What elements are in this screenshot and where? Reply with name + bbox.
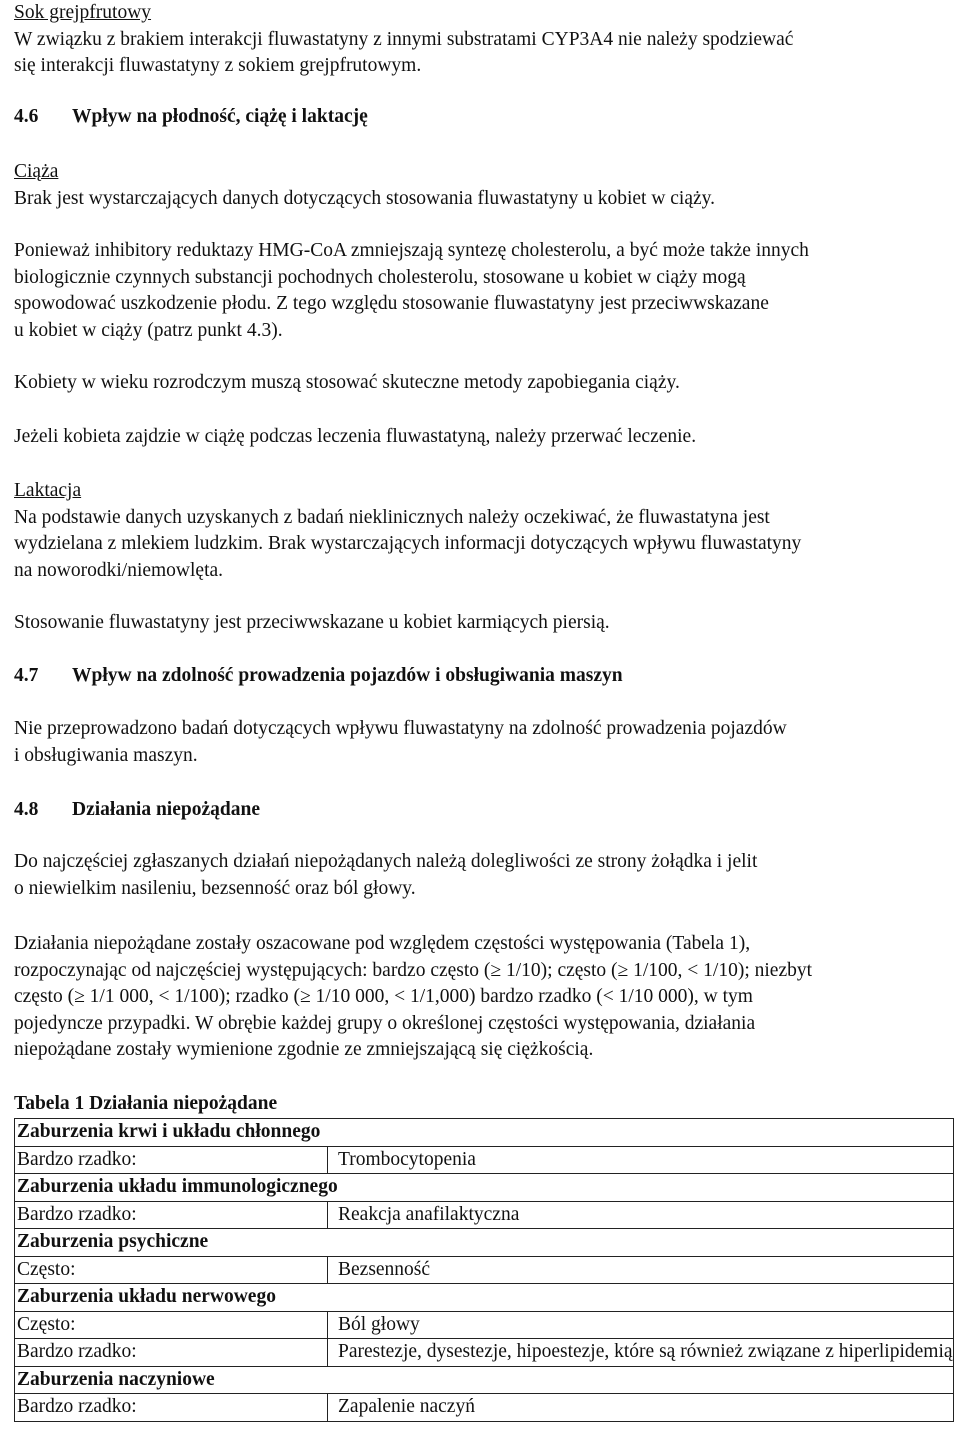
lactation-subsection <box>14 478 944 584</box>
table-row <box>15 1229 954 1257</box>
pregnancy-heading: Ciąża <box>14 161 59 182</box>
table-row <box>15 1256 954 1284</box>
adverse-effects-table <box>14 1118 954 1422</box>
grapefruit-line-2: się interakcji fluwastatyny z sokiem grejpfrutowym. <box>14 55 422 76</box>
table-row <box>15 1394 954 1422</box>
section-number: 4.7 <box>14 665 39 686</box>
table-row <box>15 1311 954 1339</box>
effect-cell: Zapalenie naczyń <box>328 1394 954 1422</box>
paragraph-line: Kobiety w wieku rozrodczym muszą stosować skuteczne metody zapobiegania ciąży. <box>14 372 680 393</box>
paragraph-line: Nie przeprowadzono badań dotyczących wpływu fluwastatyny na zdolność prowadzenia pojazdów <box>14 718 787 739</box>
table-row <box>15 1284 954 1312</box>
paragraph-line: pojedyncze przypadki. W obrębie każdej grupy o określonej częstości występowania, działania <box>14 1012 756 1034</box>
section-title: Działania niepożądane <box>72 799 260 820</box>
section-4-7-heading <box>14 663 944 690</box>
table-row <box>15 1339 954 1367</box>
frequency-cell: Często: <box>15 1311 328 1339</box>
effect-cell: Ból głowy <box>328 1311 954 1339</box>
paragraph-line: Na podstawie danych uzyskanych z badań nieklinicznych należy oczekiwać, że fluwastatyna jest <box>14 506 770 528</box>
table-row <box>15 1146 954 1174</box>
table-row <box>15 1366 954 1394</box>
grapefruit-line-1: W związku z brakiem interakcji fluwastatyny z innymi substratami CYP3A4 nie należy spodziewać <box>14 28 794 50</box>
paragraph-line: Stosowanie fluwastatyny jest przeciwwskazane u kobiet karmiących piersią. <box>14 612 610 633</box>
paragraph-line: Do najczęściej zgłaszanych działań niepożądanych należą dolegliwości ze strony żołądka i jelit <box>14 851 758 872</box>
section-4-8-heading <box>14 797 944 824</box>
table-row <box>15 1174 954 1202</box>
table-row <box>15 1119 954 1147</box>
paragraph-line: spowodować uszkodzenie płodu. Z tego względu stosowanie fluwastatyny jest przeciwwskazane <box>14 293 769 314</box>
frequency-cell: Bardzo rzadko: <box>15 1339 328 1367</box>
lactation-paragraph-2 <box>14 610 944 637</box>
paragraph-line: o niewielkim nasileniu, bezsenność oraz ból głowy. <box>14 877 416 899</box>
frequency-cell: Bardzo rzadko: <box>15 1146 328 1174</box>
category-cell: Zaburzenia naczyniowe <box>15 1366 954 1394</box>
paragraph-line: biologicznie czynnych substancji pochodnych cholesterolu, stosowane u kobiet w ciąży mogą <box>14 266 746 288</box>
section-4-6-heading <box>14 104 944 131</box>
paragraph-line: Ponieważ inhibitory reduktazy HMG-CoA zmniejszają syntezę cholesterolu, a być może także innych <box>14 240 809 261</box>
frequency-cell: Często: <box>15 1256 328 1284</box>
table-row <box>15 1201 954 1229</box>
paragraph-line: niepożądane zostały wymienione zgodnie ze zmniejszającą się ciężkością. <box>14 1039 594 1060</box>
section-4-7-text <box>14 716 944 769</box>
paragraph-line: Jeżeli kobieta zajdzie w ciążę podczas leczenia fluwastatyną, należy przerwać leczenie. <box>14 426 697 447</box>
category-cell: Zaburzenia psychiczne <box>15 1229 954 1257</box>
category-cell: Zaburzenia układu nerwowego <box>15 1284 954 1312</box>
paragraph-line: i obsługiwania maszyn. <box>14 744 198 766</box>
table-caption: Tabela 1 Działania niepożądane <box>14 1093 278 1114</box>
paragraph-line: rozpoczynając od najczęściej występujących: bardzo często (≥ 1/10); często (≥ 1/100, < 1/10); niezbyt <box>14 959 813 981</box>
section-title: Wpływ na zdolność prowadzenia pojazdów i obsługiwania maszyn <box>72 665 623 686</box>
category-cell: Zaburzenia krwi i układu chłonnego <box>15 1119 954 1147</box>
section-number: 4.6 <box>14 106 39 127</box>
paragraph-line: często (≥ 1/1 000, < 1/100); rzadko (≥ 1/10 000, < 1/1,000) bardzo rzadko (< 1/10 000), w tym <box>14 986 753 1007</box>
section-4-8-paragraph-1 <box>14 849 944 902</box>
pregnancy-paragraph-2 <box>14 370 944 397</box>
pregnancy-text: Brak jest wystarczających danych dotyczących stosowania fluwastatyny u kobiet w ciąży. <box>14 187 716 209</box>
lactation-heading: Laktacja <box>14 480 82 501</box>
paragraph-line: wydzielana z mlekiem ludzkim. Brak wystarczających informacji dotyczących wpływu fluwastatyny <box>14 533 802 554</box>
frequency-cell: Bardzo rzadko: <box>15 1394 328 1422</box>
paragraph-line: u kobiet w ciąży (patrz punkt 4.3). <box>14 319 283 341</box>
grapefruit-section <box>14 0 944 80</box>
paragraph-line: Działania niepożądane zostały oszacowane pod względem częstości występowania (Tabela 1), <box>14 933 751 954</box>
effect-cell: Bezsenność <box>328 1256 954 1284</box>
effect-cell: Reakcja anafilaktyczna <box>328 1201 954 1229</box>
section-4-8-paragraph-2 <box>14 931 944 1064</box>
paragraph-line: na noworodki/niemowlęta. <box>14 559 224 581</box>
frequency-cell: Bardzo rzadko: <box>15 1201 328 1229</box>
section-title: Wpływ na płodność, ciążę i laktację <box>72 106 368 127</box>
pregnancy-subsection <box>14 159 944 212</box>
effect-cell: Parestezje, dysestezje, hipoestezje, które są również związane z hiperlipidemią <box>328 1339 954 1367</box>
pregnancy-paragraph-3 <box>14 424 944 451</box>
section-number: 4.8 <box>14 799 39 820</box>
grapefruit-heading: Sok grejpfrutowy <box>14 2 152 23</box>
category-cell: Zaburzenia układu immunologicznego <box>15 1174 954 1202</box>
effect-cell: Trombocytopenia <box>328 1146 954 1174</box>
pregnancy-paragraph-1 <box>14 238 944 344</box>
